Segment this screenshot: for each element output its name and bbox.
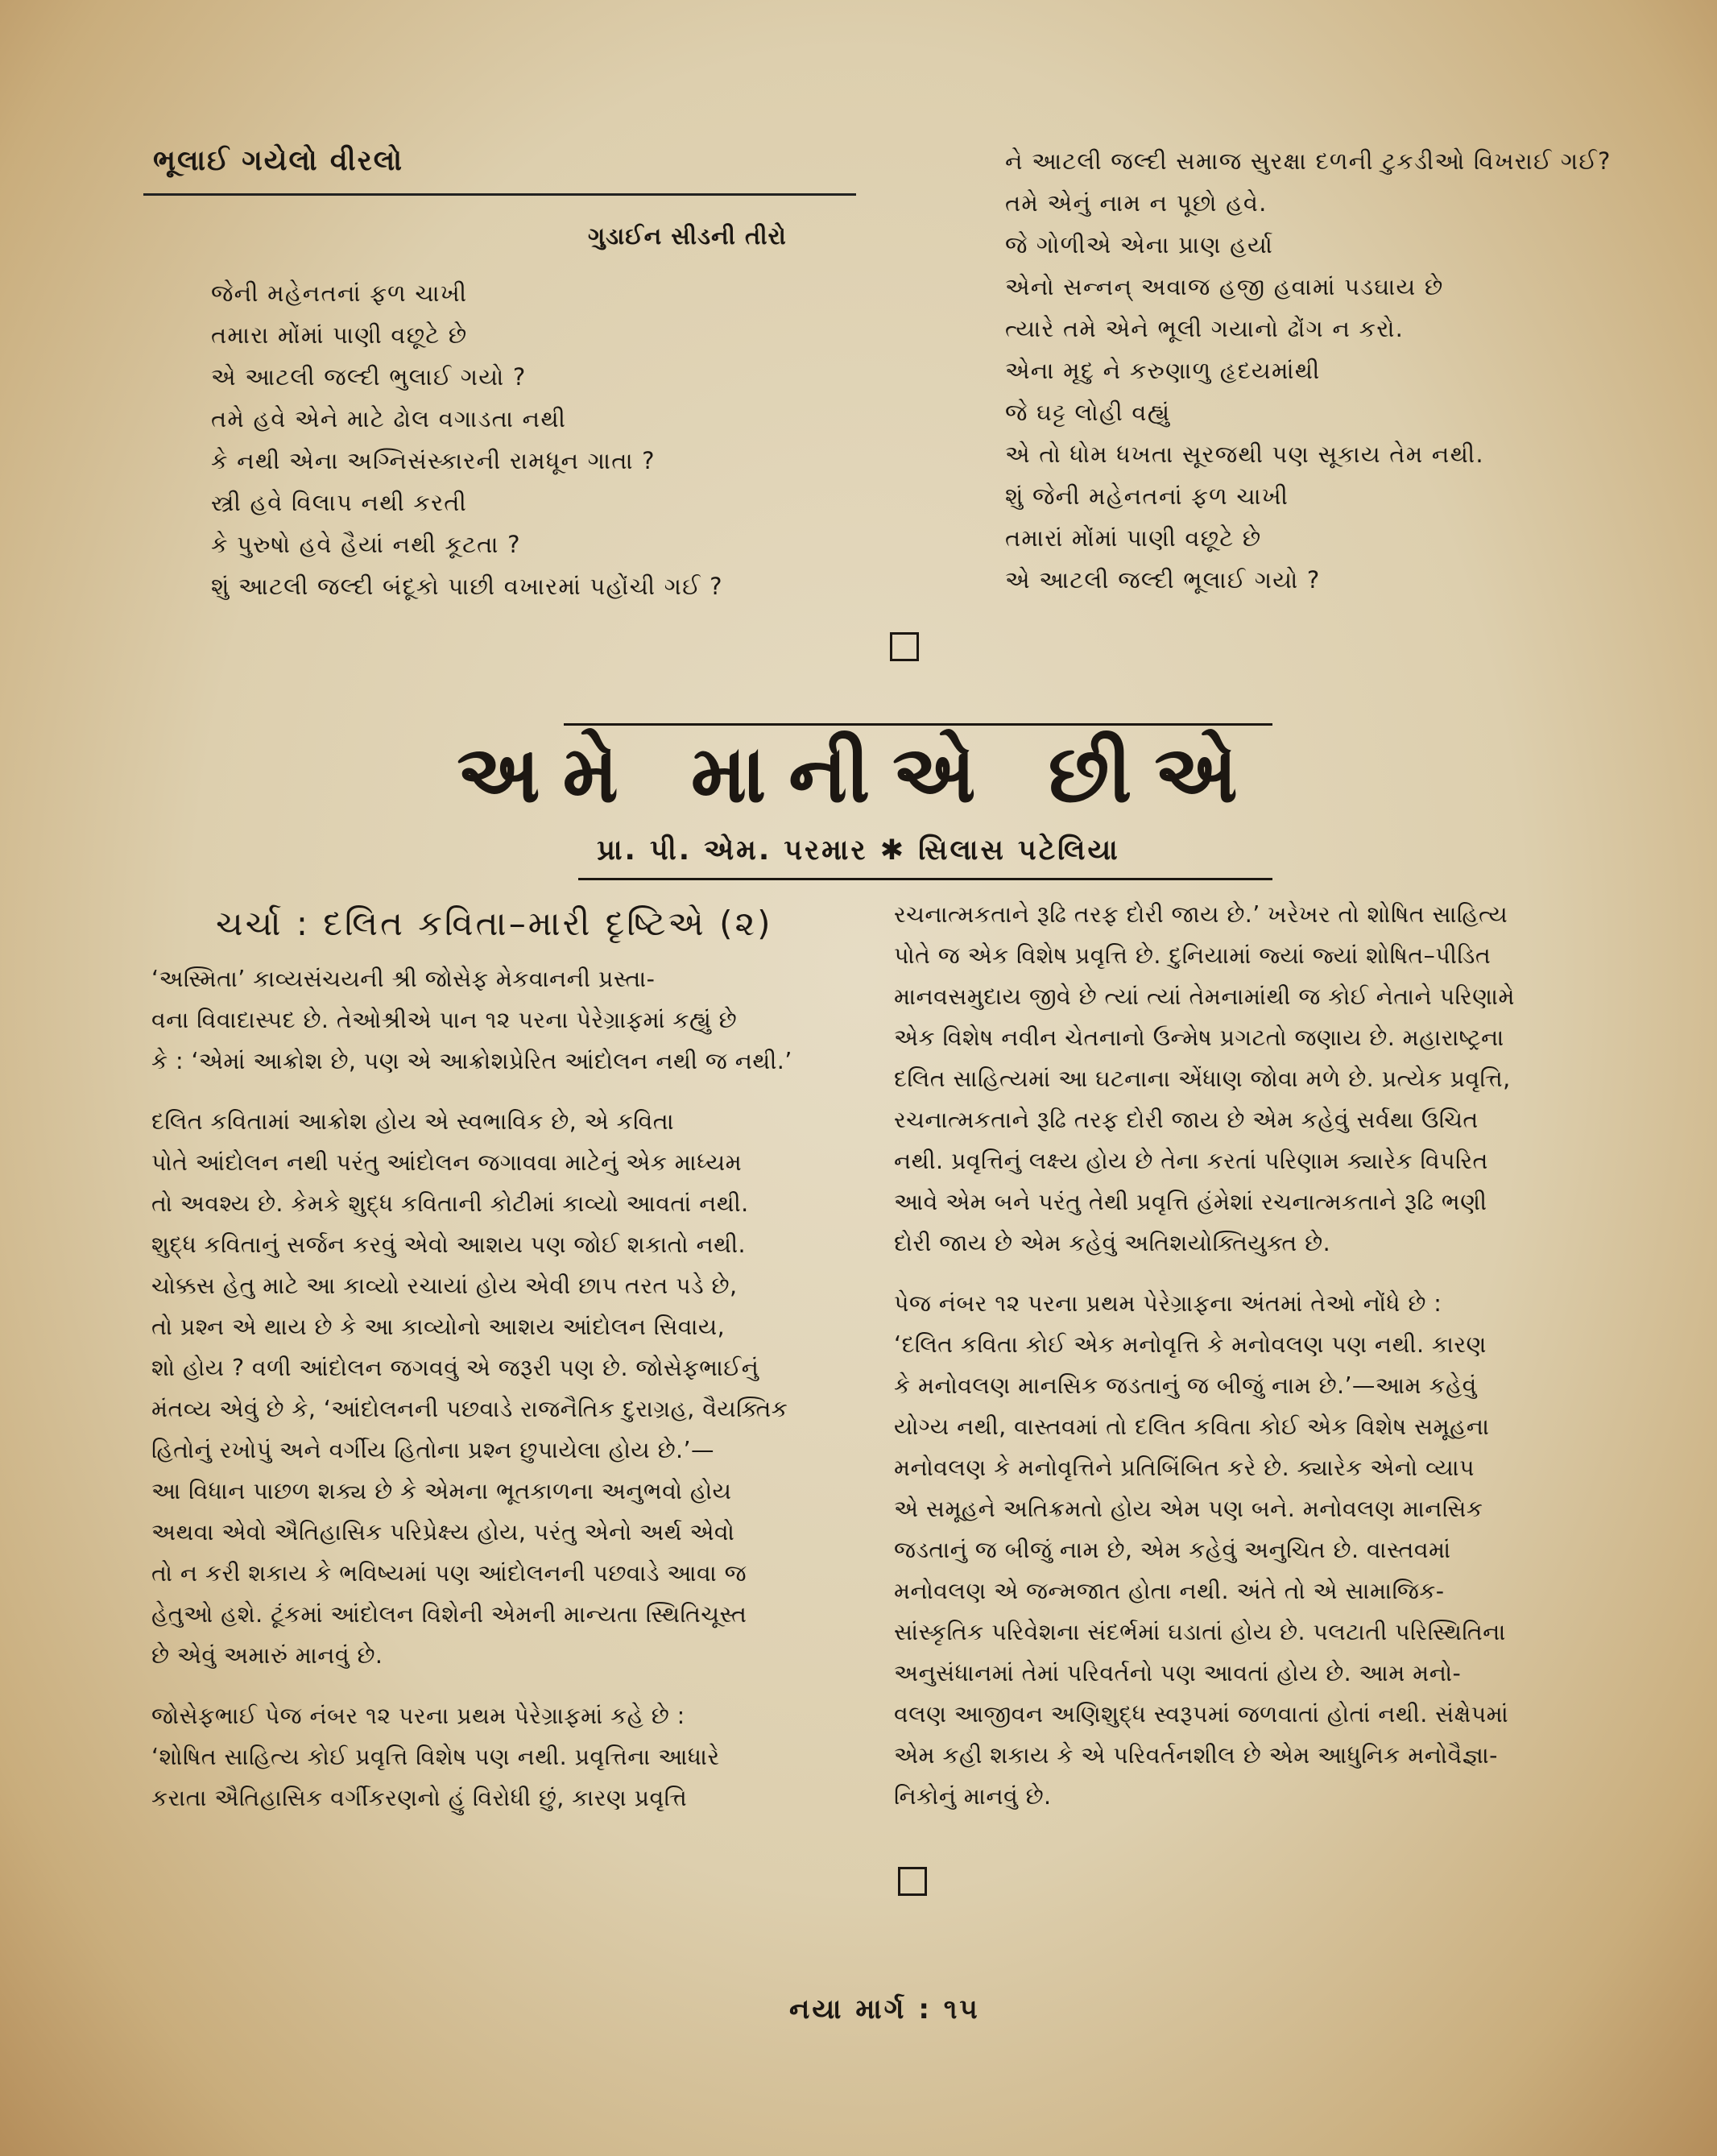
text-line: ‘અસ્મિતા’ કાવ્યસંચયની શ્રી જોસેફ મેકવાનની પ્રસ્તા-	[151, 966, 656, 992]
paragraph	[151, 1695, 868, 1819]
text-line: પોતે જ એક વિશેષ પ્રવૃત્તિ છે. દુનિયામાં જ્યાં જ્યાં શોષિત–પીડિત	[894, 942, 1492, 969]
text-line: મનોવલણ કે મનોવૃત્તિને પ્રતિબિંબિત કરે છે. ક્યારેક એનો વ્યાપ	[894, 1455, 1475, 1481]
poem-line: શું આટલી જલ્દી બંદૂકો પાછી વખારમાં પહોંચી ગઈ ?	[211, 573, 723, 600]
text-line: હિતોનું રખોપું અને વર્ગીય હિતોના પ્રશ્ન છુપાયેલા હોય છે.’—	[151, 1437, 714, 1463]
poem-line: શું જેની મહેનતનાં ફળ ચાખી	[1005, 482, 1289, 510]
paragraph-gap	[151, 1082, 868, 1101]
text-line: દોરી જાય છે એમ કહેવું અતિશયોક્તિયુક્ત છે.	[894, 1230, 1331, 1256]
text-line: ચોક્કસ હેતુ માટે આ કાવ્યો રચાયાં હોય એવી છાપ તરત પડે છે,	[151, 1272, 738, 1299]
paragraph	[894, 1283, 1659, 1817]
text-line: અનુસંધાનમાં તેમાં પરિવર્તનો પણ આવતાં હોય છે. આમ મનો-	[894, 1660, 1462, 1686]
poem-line: કે પુરુષો હવે હૈયાં નથી કૂટતા ?	[211, 531, 521, 558]
text-line: એમ કહી શકાય કે એ પરિવર્તનશીલ છે એમ આધુનિક મનોવૈજ્ઞા-	[894, 1742, 1498, 1769]
text-line: દલિત કવિતામાં આક્રોશ હોય એ સ્વભાવિક છે, એ કવિતા	[151, 1108, 674, 1135]
text-line: તો પ્રશ્ન એ થાય છે કે આ કાવ્યોનો આશય આંદોલન સિવાય,	[151, 1314, 726, 1340]
poem-line: એના મૃદુ ને કરુણાળુ હૃદયમાંથી	[1005, 357, 1321, 384]
text-line: એ સમૂહને અતિક્રમતો હોય એમ પણ બને. મનોવલણ માનસિક	[894, 1496, 1483, 1522]
text-line: આવે એમ બને પરંતુ તેથી પ્રવૃત્તિ હંમેશાં રચનાત્મકતાને રૂઢિ ભણી	[894, 1189, 1487, 1215]
text-line: તો ન કરી શકાય કે ભવિષ્યમાં પણ આંદોલનની પછવાડે આવા જ	[151, 1560, 747, 1587]
text-line: મંતવ્ય એવું છે કે, ‘આંદોલનની પછવાડે રાજનૈતિક દુરાગ્રહ, વૈયક્તિક	[151, 1396, 788, 1422]
poem-line: એ તો ધોમ ધખતા સૂરજથી પણ સૂકાય તેમ નથી.	[1005, 441, 1484, 468]
text-line: એક વિશેષ નવીન ચેતનાનો ઉન્મેષ પ્રગટતો જણાય છે. મહારાષ્ટ્રના	[894, 1024, 1504, 1051]
text-line: કે મનોવલણ માનસિક જડતાનું જ બીજું નામ છે.’—આમ કહેવું	[894, 1372, 1477, 1399]
article-authors: પ્રા. પી. એમ. પરમાર ✱ સિલાસ પટેલિયા	[597, 834, 1120, 867]
text-line: પેજ નંબર ૧૨ પરના પ્રથમ પેરેગ્રાફના અંતમાં તેઓ નોંધે છે :	[894, 1290, 1442, 1317]
text-line: શો હોય ? વળી આંદોલન જગવવું એ જરૂરી પણ છે. જોસેફભાઈનું	[151, 1355, 759, 1381]
poem-line: તમારાં મોંમાં પાણી વછૂટે છે	[1005, 524, 1262, 552]
section-end-box	[890, 632, 919, 661]
text-line: જડતાનું જ બીજું નામ છે, એમ કહેવું અનુચિત છે. વાસ્તવમાં	[894, 1537, 1451, 1563]
article-right-column	[894, 894, 1659, 1817]
text-line: સાંસ્કૃતિક પરિવેશના સંદર્ભમાં ઘડાતાં હોય છે. પલટાતી પરિસ્થિતિના	[894, 1619, 1506, 1645]
poem-line: ત્યારે તમે એને ભૂલી ગયાનો ઢોંગ ન કરો.	[1005, 315, 1405, 342]
text-line: યોગ્ય નથી, વાસ્તવમાં તો દલિત કવિતા કોઈ એક વિશેષ સમૂહના	[894, 1413, 1490, 1440]
poem-line: જે ગોળીએ એના પ્રાણ હર્યા	[1005, 231, 1274, 259]
poem-right-column	[1005, 140, 1611, 601]
text-line: નથી. પ્રવૃત્તિનું લક્ષ્ય હોય છે તેના કરતાં પરિણામ ક્યારેક વિપરિત	[894, 1148, 1488, 1174]
text-line: હેતુઓ હશે. ટૂંકમાં આંદોલન વિશેની એમની માન્યતા સ્થિતિચૂસ્ત	[151, 1601, 747, 1628]
text-line: ‘શોષિત સાહિત્ય કોઈ પ્રવૃત્તિ વિશેષ પણ નથી. પ્રવૃત્તિના આધારે	[151, 1744, 720, 1770]
text-line: વલણ આજીવન અણિશુદ્ધ સ્વરૂપમાં જળવાતાં હોતાં નથી. સંક્ષેપમાં	[894, 1701, 1509, 1728]
text-line: આ વિધાન પાછળ શક્ય છે કે એમના ભૂતકાળના અનુભવો હોય	[151, 1478, 732, 1504]
text-line: છે એવું અમારું માનવું છે.	[151, 1642, 383, 1669]
article-top-rule	[564, 723, 1272, 726]
poem-line: એ આટલી જલ્દી ભૂલાઈ ગયો ?	[1005, 566, 1321, 594]
poem-line: તમે હવે એને માટે ઢોલ વગાડતા નથી	[211, 405, 567, 432]
poem-left-column	[211, 272, 723, 607]
text-line: માનવસમુદાય જીવે છે ત્યાં ત્યાં તેમનામાંથી જ કોઈ નેતાને પરિણામે	[894, 983, 1515, 1010]
poem-title: ભૂલાઈ ગયેલો વીરલો	[153, 145, 403, 177]
text-line: અથવા એવો ઐતિહાસિક પરિપ્રેક્ષ્ય હોય, પરંતુ એનો અર્થ એવો	[151, 1519, 735, 1546]
text-line: વના વિવાદાસ્પદ છે. તેઓશ્રીએ પાન ૧૨ પરના પેરેગ્રાફમાં કહ્યું છે	[151, 1007, 738, 1033]
poem-line: એનો સન્નન્ અવાજ હજી હવામાં પડઘાય છે	[1005, 273, 1444, 300]
paragraph	[894, 894, 1659, 1264]
article-title: અમે માનીએ છીએ	[457, 729, 1260, 821]
poem-line: ને આટલી જલ્દી સમાજ સુરક્ષા દળની ટુકડીઓ વિખરાઈ ગઈ?	[1005, 147, 1611, 175]
poem-line: સ્ત્રી હવે વિલાપ નથી કરતી	[211, 489, 468, 516]
text-line: મનોવલણ એ જન્મજાત હોતા નથી. અંતે તો એ સામાજિક-	[894, 1578, 1445, 1604]
text-line: તો અવશ્ય છે. કેમકે શુદ્ધ કવિતાની કોટીમાં કાવ્યો આવતાં નથી.	[151, 1190, 749, 1217]
article-end-box	[898, 1867, 927, 1896]
text-line: જોસેફભાઈ પેજ નંબર ૧૨ પરના પ્રથમ પેરેગ્રાફમાં કહે છે :	[151, 1703, 685, 1729]
text-line: રચનાત્મકતાને રૂઢિ તરફ દોરી જાય છે એમ કહેવું સર્વથા ઉચિત	[894, 1107, 1479, 1133]
text-line: ‘દલિત કવિતા કોઈ એક મનોવૃત્તિ કે મનોવલણ પણ નથી. કારણ	[894, 1331, 1487, 1358]
article-left-column	[151, 958, 868, 1819]
poem-line: જેની મહેનતનાં ફળ ચાખી	[211, 279, 468, 307]
text-line: પોતે આંદોલન નથી પરંતુ આંદોલન જગાવવા માટેનું એક માધ્યમ	[151, 1149, 743, 1176]
poem-line: કે નથી એના અગ્નિસંસ્કારની રામધૂન ગાતા ?	[211, 447, 656, 474]
text-line: કરાતા ઐતિહાસિક વર્ગીકરણનો હું વિરોધી છું, કારણ પ્રવૃત્તિ	[151, 1785, 688, 1811]
text-line: દલિત સાહિત્યમાં આ ઘટનાના એંધાણ જોવા મળે છે. પ્રત્યેક પ્રવૃત્તિ,	[894, 1066, 1511, 1092]
text-line: શુદ્ધ કવિતાનું સર્જન કરવું એવો આશય પણ જોઈ શકાતો નથી.	[151, 1231, 747, 1258]
paragraph	[151, 1101, 868, 1676]
text-line: નિકોનું માનવું છે.	[894, 1783, 1052, 1810]
paragraph	[151, 958, 868, 1082]
article-bottom-rule	[578, 878, 1272, 880]
poem-line: જે ઘટ્ટ લોહી વહ્યું	[1005, 399, 1171, 426]
paragraph-gap	[151, 1676, 868, 1695]
poem-title-rule	[143, 193, 856, 196]
poem-line: તમારા મોંમાં પાણી વછૂટે છે	[211, 321, 468, 349]
page-footer: નયા માર્ગ : ૧૫	[789, 1993, 980, 2026]
text-line: રચનાત્મકતાને રૂઢિ તરફ દોરી જાય છે.’ ખરેખર તો શોષિત સાહિત્ય	[894, 901, 1508, 928]
poem-line: તમે એનું નામ ન પૂછો હવે.	[1005, 189, 1268, 217]
poem-author: ગુડાઈન સીડની તીરો	[588, 222, 787, 250]
poem-line: એ આટલી જલ્દી ભુલાઈ ગયો ?	[211, 363, 527, 391]
text-line: કે : ‘એમાં આક્રોશ છે, પણ એ આક્રોશપ્રેરિત આંદોલન નથી જ નથી.’	[151, 1048, 792, 1074]
paragraph-gap	[894, 1264, 1659, 1283]
section-heading: ચર્ચા : દલિત કવિતા–મારી દૃષ્ટિએ (૨)	[216, 904, 773, 943]
